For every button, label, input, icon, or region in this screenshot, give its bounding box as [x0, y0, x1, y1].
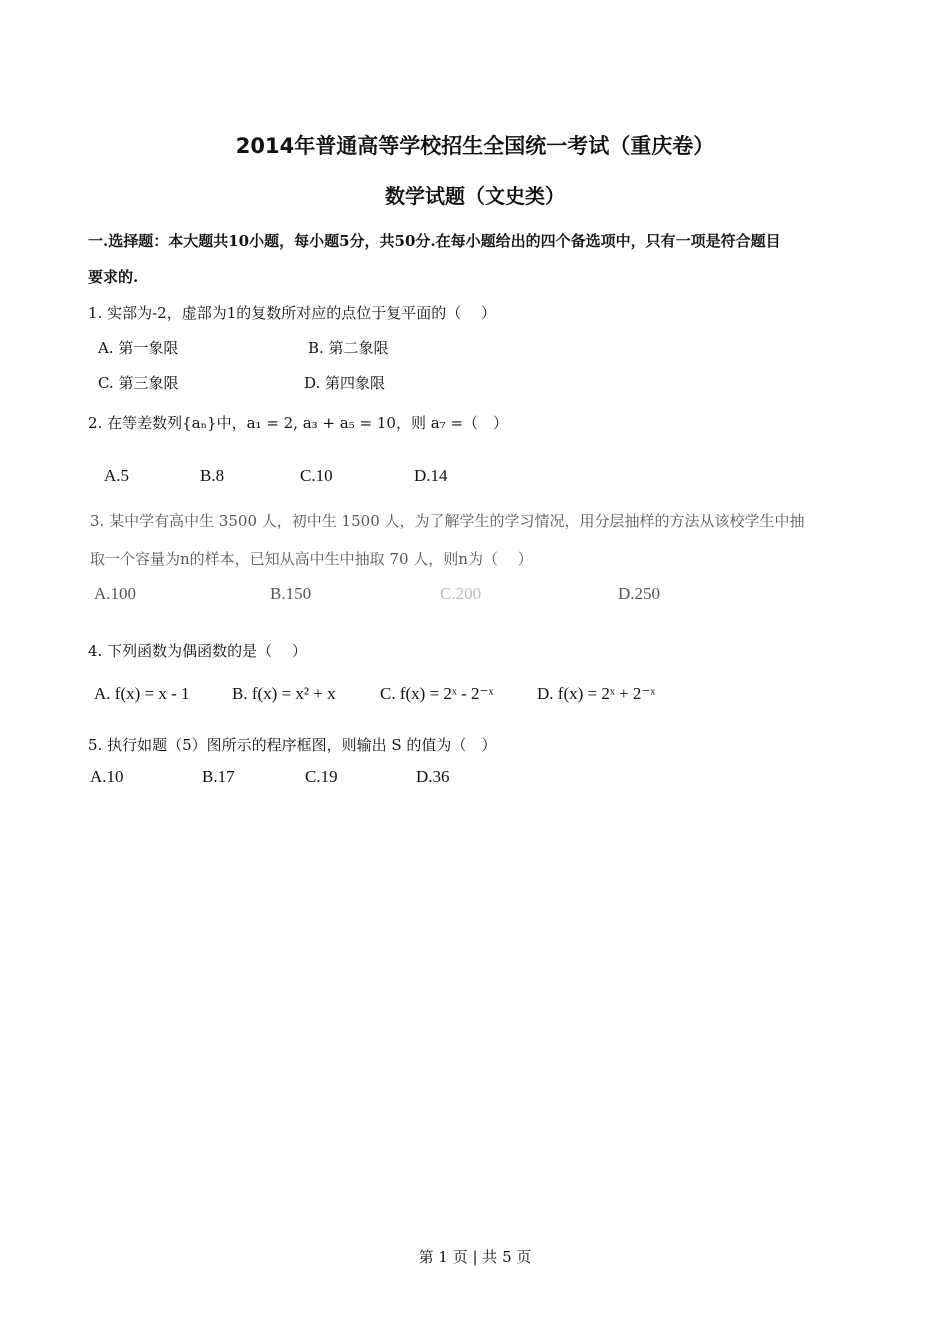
q2-option-c: C.10 [300, 466, 333, 485]
question-3-line2: 取一个容量为n的样本，已知从高中生中抽取 70 人，则n为（ ） [90, 550, 533, 568]
q5-option-b: B.17 [202, 767, 235, 786]
q1-option-d: D. 第四象限 [304, 374, 386, 392]
q2-option-d: D.14 [414, 466, 448, 485]
q2-option-a: A.5 [104, 466, 130, 485]
exam-subtitle: 数学试题（文史类） [385, 184, 565, 208]
q3-option-c: C.200 [440, 584, 482, 603]
q3-option-a: A.100 [94, 584, 137, 603]
q5-option-d: D.36 [416, 767, 450, 786]
question-2: 2. 在等差数列{aₙ}中，a₁ = 2, a₃ + a₅ = 10，则 a₇ =（ ） [88, 414, 509, 432]
question-4: 4. 下列函数为偶函数的是（ ） [88, 642, 307, 660]
q5-option-c: C.19 [305, 767, 338, 786]
section-instructions-1: 一.选择题：本大题共10小题，每小题5分，共50分.在每小题给出的四个备选项中，只有一项是符合题目 [88, 232, 781, 250]
q1-option-a: A. 第一象限 [98, 339, 179, 357]
exam-title: 2014年普通高等学校招生全国统一考试（重庆卷） [235, 134, 715, 158]
q1-option-b: B. 第二象限 [308, 339, 389, 357]
q3-option-b: B.150 [270, 584, 312, 603]
q1-option-c: C. 第三象限 [98, 374, 179, 392]
page-footer: 第 1 页 | 共 5 页 [418, 1248, 532, 1266]
q4-option-d: D. f(x) = 2ˣ + 2⁻ˣ [537, 684, 656, 703]
q3-option-d: D.250 [618, 584, 661, 603]
q2-option-b: B.8 [200, 466, 225, 485]
question-5: 5. 执行如题（5）图所示的程序框图，则输出 S 的值为（ ） [88, 736, 497, 754]
q4-option-a: A. f(x) = x - 1 [94, 684, 190, 703]
q4-option-b: B. f(x) = x² + x [232, 684, 336, 703]
q4-option-c: C. f(x) = 2ˣ - 2⁻ˣ [380, 684, 494, 703]
q5-option-a: A.10 [90, 767, 124, 786]
section-instructions-2: 要求的. [88, 268, 139, 286]
question-3-line1: 3. 某中学有高中生 3500 人，初中生 1500 人，为了解学生的学习情况，用分层抽样的方法从该校学生中抽 [90, 512, 805, 530]
question-1: 1. 实部为-2，虚部为1的复数所对应的点位于复平面的（ ） [88, 304, 497, 322]
